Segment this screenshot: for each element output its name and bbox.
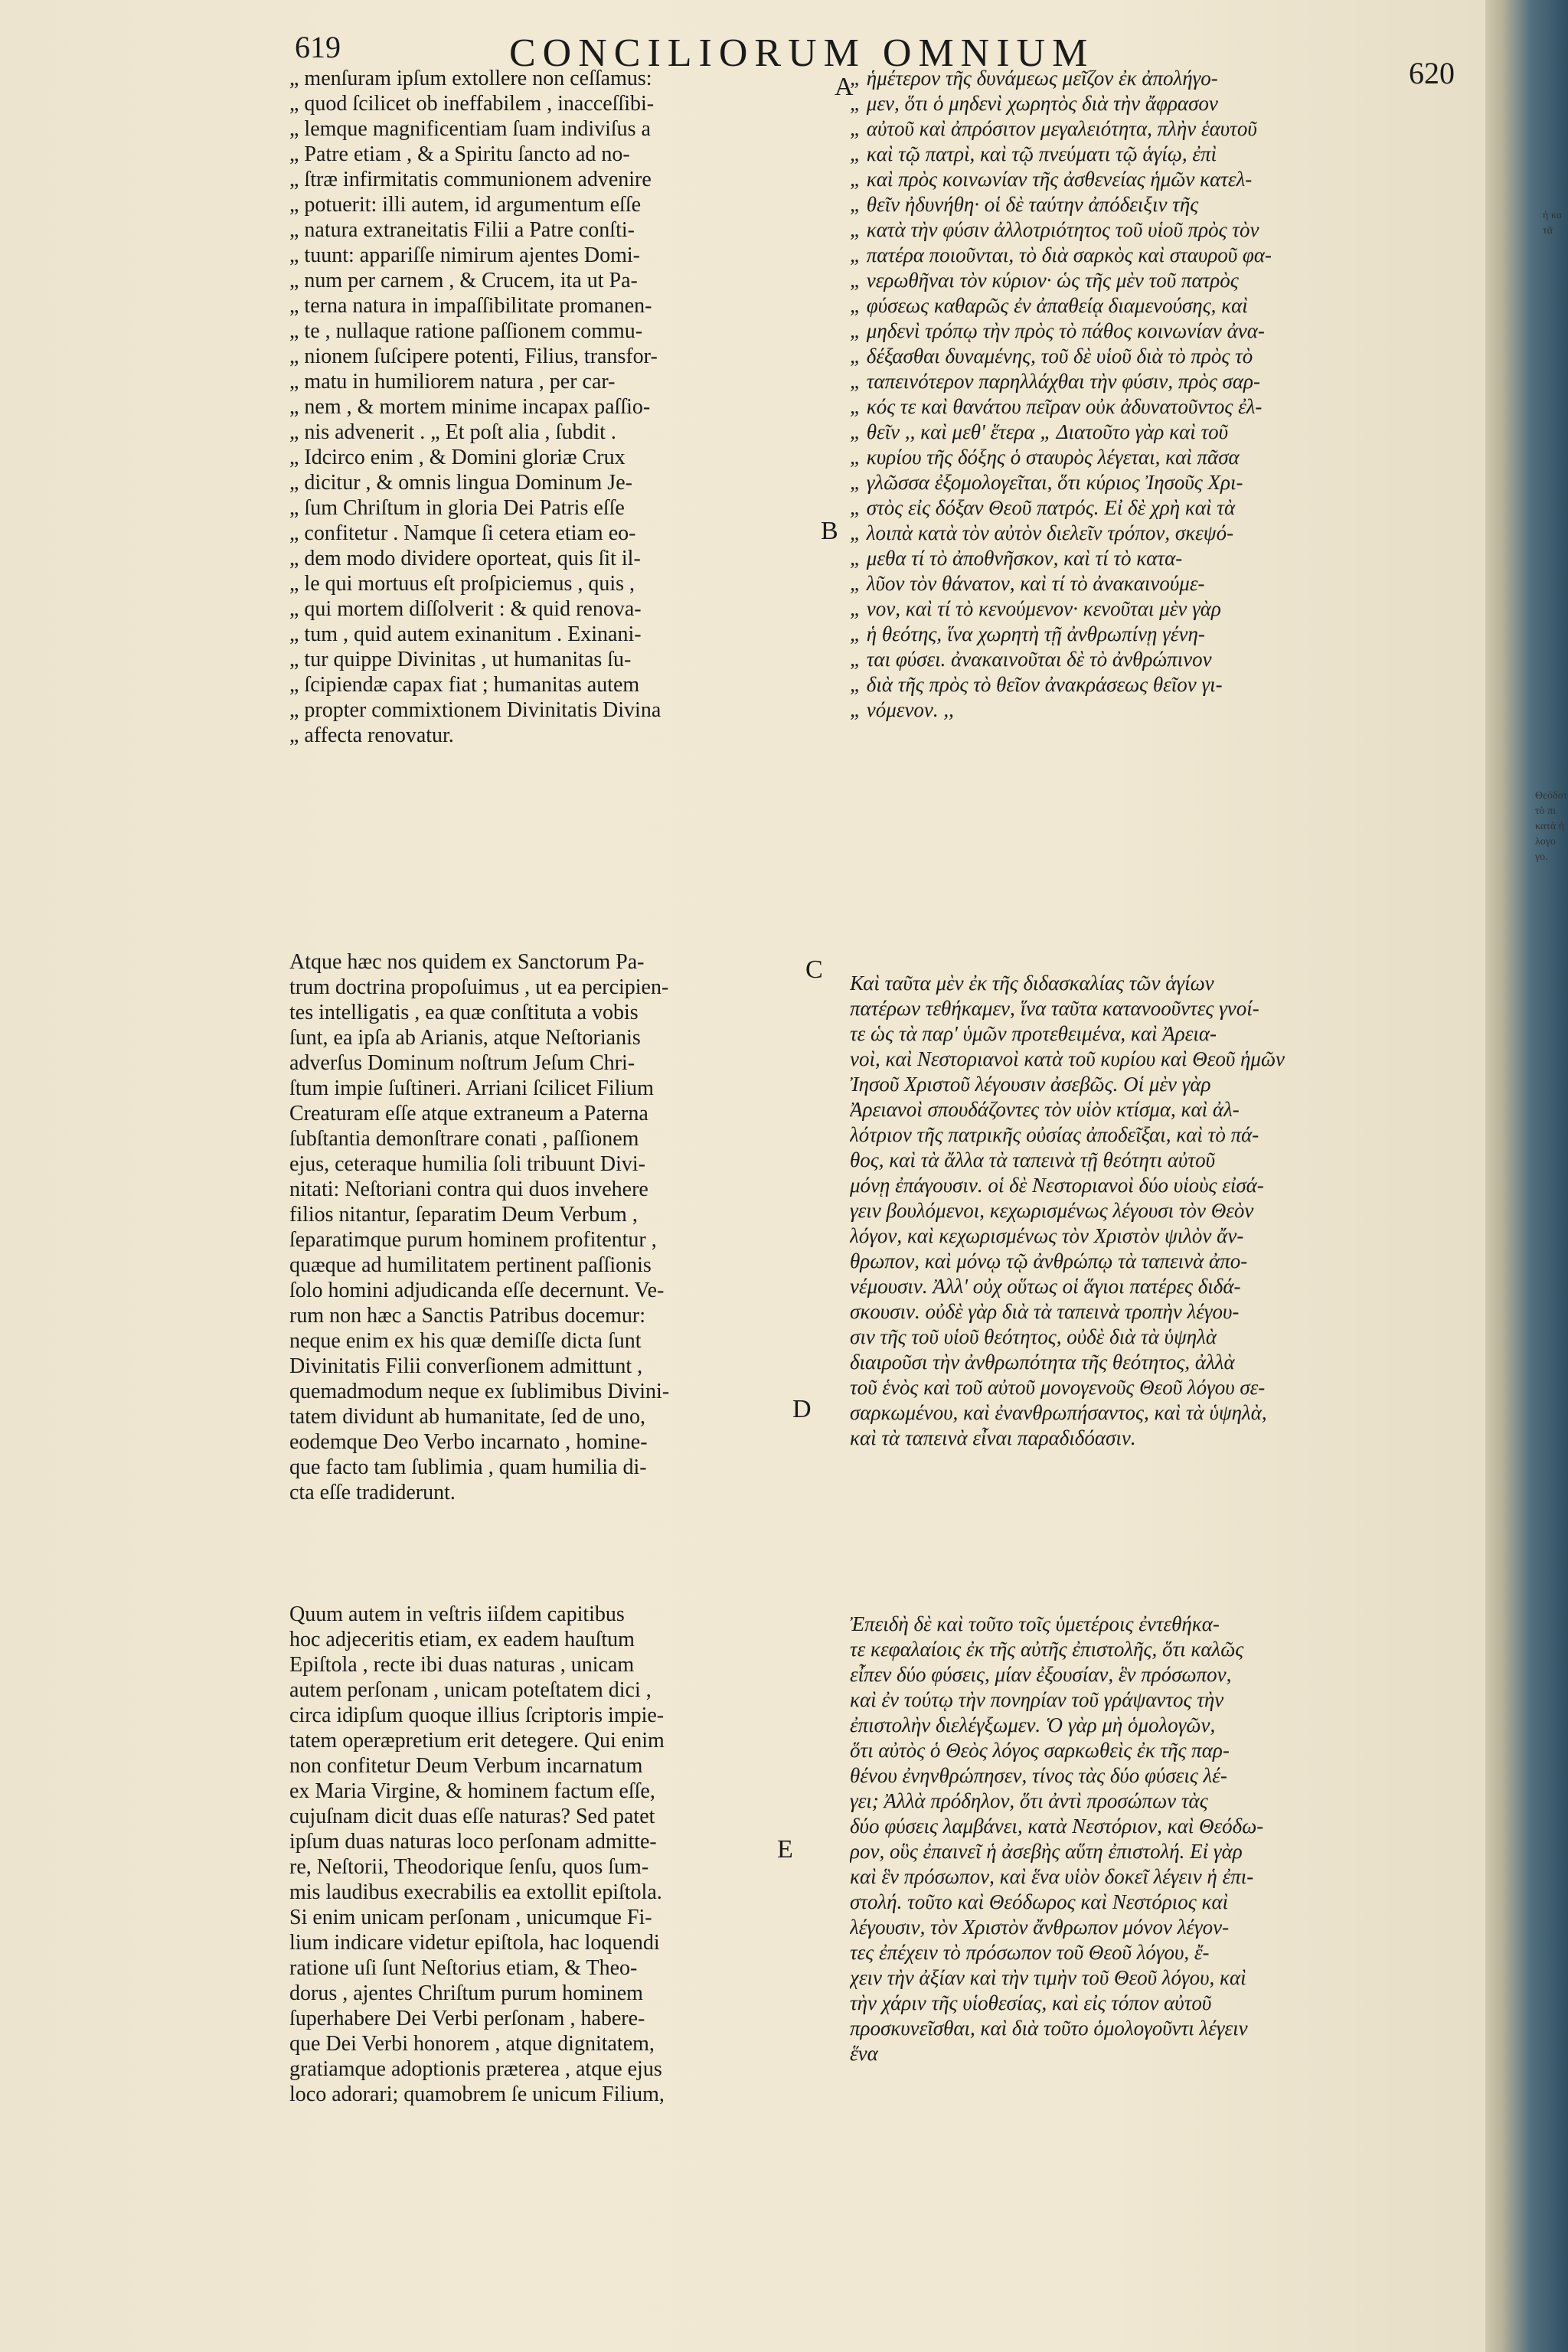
book-edge <box>1485 0 1568 2352</box>
text-line: „ κυρίου τῆς δόξης ὁ σταυρὸς λέγεται, καὶ πᾶσα <box>850 446 1240 469</box>
text-line: „ δέξασθαι δυναμένης, τοῦ δὲ υἱοῦ διὰ τὸ πρὸς τὸ <box>850 345 1253 368</box>
text-line: „ qui mortem diſſolverit : & quid renova- <box>289 597 642 621</box>
text-line: „ dem modo dividere oporteat, quis ſit il- <box>289 547 641 570</box>
text-line: λόγον, καὶ κεχωρισμένως τὸν Χριστὸν ψιλὸν ἄν- <box>850 1224 1244 1247</box>
text-line: „ propter commixtionem Divinitatis Divina <box>289 698 662 722</box>
text-line: hoc adjeceritis etiam, ex eadem hauſtum <box>289 1628 635 1651</box>
text-line: „ ſcipiendæ capax fiat ; humanitas autem <box>289 673 640 697</box>
text-line: adverſus Dominum noſtrum Jeſum Chri- <box>289 1051 635 1075</box>
text-line: ſeparatimque purum hominem profitentur , <box>289 1228 657 1252</box>
section-marker-c: C <box>805 956 823 984</box>
text-line: rum non hæc a Sanctis Patribus docemur: <box>289 1304 646 1328</box>
text-line: Si enim unicam perſonam , unicumque Fi- <box>289 1906 652 1929</box>
text-line: εἶπεν δύο φύσεις, μίαν ἐξουσίαν, ἓν πρόσωπον, <box>850 1663 1232 1686</box>
text-line: tes intelligatis , ea quæ conſtituta a vobis <box>289 1001 639 1024</box>
text-line: tatem operæpretium erit detegere. Qui enim <box>289 1729 665 1753</box>
text-line: καὶ τὰ ταπεινὰ εἶναι παραδιδόασιν. <box>850 1426 1136 1449</box>
latin-column-paragraph-2 <box>289 1602 825 2107</box>
text-line: γειν βουλόμενοι, κεχωρισμένως λέγουσι τὸν Θεὸν <box>850 1199 1254 1222</box>
text-line: Atque hæc nos quidem ex Sanctorum Pa- <box>289 950 645 974</box>
text-line: „ num per carnem , & Crucem, ita ut Pa- <box>289 269 638 292</box>
text-line: ſunt, ea ipſa ab Arianis, atque Neſtorianis <box>289 1026 641 1050</box>
text-line: „ nis advenerit . „ Et poſt alia , ſubdit . <box>289 420 616 444</box>
text-line: re, Neſtorii, Theodorique ſenſu, quos ſum- <box>289 1855 649 1879</box>
text-line: gratiamque adoptionis præterea , atque ejus <box>289 2057 662 2081</box>
text-line: „ Patre etiam , & a Spiritu ſancto ad no- <box>289 142 630 166</box>
text-line: „ quod ſcilicet ob ineffabilem , inacceſſibi- <box>289 92 655 116</box>
text-line: cujuſnam dicit duas eſſe naturas? Sed patet <box>289 1805 655 1828</box>
text-line: „ κατὰ τὴν φύσιν ἀλλοτριότητος τοῦ υἱοῦ πρὸς τὸν <box>850 218 1259 241</box>
text-line: „ terna natura in impaſſibilitate promanen- <box>289 294 652 318</box>
text-line: „ λοιπὰ κατὰ τὸν αὐτὸν διελεῖν τρόπον, σκεψό- <box>850 521 1234 544</box>
text-line: „ μεν, ὅτι ὁ μηδενὶ χωρητὸς διὰ τὴν ἄφρασον <box>850 92 1218 115</box>
text-line: „ ſtræ infirmitatis communionem advenire <box>289 168 652 191</box>
margin-note-upper: ἡ κα τᾶ <box>1543 210 1563 237</box>
text-line: trum doctrina propoſuimus , ut ea percipien- <box>289 975 669 999</box>
margin-note-lower: Θεόδοτ τὸ πι κατὰ ἡ λογο γο. <box>1535 790 1568 863</box>
text-line: „ nionem ſuſcipere potenti, Filius, transfor- <box>289 345 658 368</box>
text-line: „ ſum Chriſtum in gloria Dei Patris eſſe <box>289 496 625 520</box>
text-line: „ γλῶσσα ἐξομολογεῖται, ὅτι κύριος Ἰησοῦς Χρι- <box>850 471 1243 494</box>
text-line: στολή. τοῦτο καὶ Θεόδωρος καὶ Νεστόριος καὶ <box>850 1890 1229 1913</box>
text-line: „ menſuram ipſum extollere non ceſſamus: <box>289 67 652 90</box>
text-line: Ἰησοῦ Χριστοῦ λέγουσιν ἀσεβῶς. Οἱ μὲν γὰρ <box>850 1073 1211 1096</box>
text-line: Ἐπειδὴ δὲ καὶ τοῦτο τοῖς ὑμετέροις ἐντεθήκα- <box>850 1612 1220 1635</box>
text-line: τες ἐπέχειν τὸ πρόσωπον τοῦ Θεοῦ λόγου, ἔ- <box>850 1941 1210 1964</box>
text-line: filios nitantur, ſeparatim Deum Verbum , <box>289 1203 638 1227</box>
latin-column-quotation <box>289 66 825 748</box>
text-line: ſolo homini adjudicanda eſſe decernunt. Ve- <box>289 1279 665 1302</box>
text-line: „ μηδενὶ τρόπῳ τὴν πρὸς τὸ πάθος κοινωνίαν ἀνα- <box>850 319 1265 342</box>
greek-column-quotation <box>850 66 1455 723</box>
text-line: ρον, οὓς ἐπαινεῖ ἡ ἀσεβὴς αὕτη ἐπιστολή. Εἰ γὰρ <box>850 1840 1243 1863</box>
text-line: „ νόμενον. ,, <box>850 698 954 721</box>
text-line: „ affecta renovatur. <box>289 724 454 747</box>
text-line: τὴν χάριν τῆς υἱοθεσίας, καὶ εἰς τόπον αὐτοῦ <box>850 1991 1212 2014</box>
text-line: λότριον τῆς πατρικῆς οὐσίας ἀποδεῖξαι, καὶ τὸ πά- <box>850 1123 1259 1146</box>
text-line: Epiſtola , recte ibi duas naturas , unicam <box>289 1653 635 1677</box>
text-line: „ lemque magnificentiam ſuam indiviſus a <box>289 117 651 141</box>
text-line: „ λῦον τὸν θάνατον, καὶ τί τὸ ἀνακαινούμε- <box>850 572 1205 595</box>
text-line: νοὶ, καὶ Νεστοριανοὶ κατὰ τοῦ κυρίου καὶ Θεοῦ ἡμῶν <box>850 1047 1285 1070</box>
text-line: „ tur quippe Divinitas , ut humanitas ſu- <box>289 648 632 671</box>
text-line: θένου ἐνηνθρώπησεν, τίνος τὰς δύο φύσεις λέ- <box>850 1764 1227 1787</box>
text-line: Ἀρειανοὶ σπουδάζοντες τὸν υἱὸν κτίσμα, καὶ ἀλ- <box>850 1098 1240 1121</box>
text-line: ſuperhabere Dei Verbi perſonam , habere- <box>289 2007 645 2030</box>
greek-column-paragraph-1 <box>850 971 1455 1451</box>
text-line: „ confitetur . Namque ſi cetera etiam eo- <box>289 521 636 545</box>
text-line: „ φύσεως καθαρῶς ἐν ἀπαθείᾳ διαμενούσης, καὶ <box>850 294 1248 317</box>
text-line: Καὶ ταῦτα μὲν ἐκ τῆς διδασκαλίας τῶν ἁγίων <box>850 972 1214 995</box>
text-line: „ Idcirco enim , & Domini gloriæ Crux <box>289 446 626 469</box>
text-line: „ potuerit: illi autem, id argumentum eſſe <box>289 193 642 217</box>
text-line: Creaturam eſſe atque extraneum a Paterna <box>289 1102 648 1125</box>
text-line: ἕνα <box>850 2042 878 2065</box>
text-line: „ κός τε καὶ θανάτου πεῖραν οὐκ ἀδυνατοῦντος ἐλ- <box>850 395 1263 418</box>
text-line: eodemque Deo Verbo incarnato , homine- <box>289 1430 648 1454</box>
text-line: Quum autem in veſtris iiſdem capitibus <box>289 1602 625 1626</box>
text-line: „ nem , & mortem minime incapax paſſio- <box>289 395 651 419</box>
text-line: „ νον, καὶ τί τὸ κενούμενον· κενοῦται μὲν γὰρ <box>850 597 1221 620</box>
text-line: διαιροῦσι τὴν ἀνθρωπότητα τῆς θεότητος, ἀλλὰ <box>850 1351 1235 1374</box>
text-line: „ καὶ τῷ πατρὶ, καὶ τῷ πνεύματι τῷ ἁγίῳ, ἐπὶ <box>850 142 1217 165</box>
text-line: σιν τῆς τοῦ υἱοῦ θεότητος, οὐδὲ διὰ τὰ ὑψηλὰ <box>850 1325 1217 1348</box>
text-line: cta eſſe tradiderunt. <box>289 1481 456 1504</box>
text-line: καὶ ἓν πρόσωπον, καὶ ἕνα υἱὸν δοκεῖ λέγειν ἡ ἐπι- <box>850 1865 1254 1888</box>
text-line: ratione uſi ſunt Neſtorius etiam, & Theo- <box>289 1956 638 1980</box>
text-line: „ ται φύσει. ἀνακαινοῦται δὲ τὸ ἀνθρώπινον <box>850 648 1212 671</box>
text-line: γει; Ἀλλὰ πρόδηλον, ὅτι ἀντὶ προσώπων τὰς <box>850 1789 1208 1812</box>
text-line: „ αὐτοῦ καὶ ἀπρόσιτον μεγαλειότητα, πλὴν ἑαυτοῦ <box>850 117 1257 140</box>
text-line: „ le qui mortuus eſt proſpiciemus , quis , <box>289 572 635 596</box>
section-marker-d: D <box>792 1395 812 1423</box>
text-line: ejus, ceteraque humilia ſoli tribuunt Divi- <box>289 1152 645 1176</box>
section-marker-e: E <box>777 1835 793 1864</box>
text-line: καὶ ἐν τούτῳ τὴν πονηρίαν τοῦ γράψαντος τὴν <box>850 1688 1224 1711</box>
text-line: „ θεῖν ἠδυνήθη· οἱ δὲ ταύτην ἀπόδειξιν τῆς <box>850 193 1199 216</box>
text-line: „ dicitur , & omnis lingua Dominum Je- <box>289 471 632 495</box>
text-line: ἐπιστολὴν διελέγξωμεν. Ὁ γὰρ μὴ ὁμολογῶν, <box>850 1713 1216 1736</box>
text-line: θρωπον, καὶ μόνῳ τῷ ἀνθρώπῳ τὰ ταπεινὰ ἀπο- <box>850 1250 1248 1272</box>
text-line: „ tum , quid autem exinanitum . Exinani- <box>289 622 642 646</box>
text-line: ex Maria Virgine, & hominem factum eſſe, <box>289 1779 655 1803</box>
text-line: „ te , nullaque ratione paſſionem commu- <box>289 319 643 343</box>
text-line: χειν τὴν ἀξίαν καὶ τὴν τιμὴν τοῦ Θεοῦ λόγου, καὶ <box>850 1966 1246 1989</box>
text-line: „ natura extraneitatis Filii a Patre conſti- <box>289 218 635 242</box>
latin-column-paragraph-1 <box>289 949 825 1505</box>
text-line: loco adorari; quamobrem ſe unicum Filium, <box>289 2082 665 2106</box>
text-line: que facto tam ſublimia , quam humilia di- <box>289 1455 647 1479</box>
text-line: circa idipſum quoque illius ſcriptoris impie- <box>289 1704 665 1727</box>
text-line: mis laudibus execrabilis ea extollit epiſtola. <box>289 1880 662 1904</box>
text-line: ſtum impie ſuſtineri. Arriani ſcilicet Filium <box>289 1076 654 1100</box>
text-line: autem perſonam , unicam poteſtatem dici , <box>289 1678 652 1702</box>
text-line: „ νερωθῆναι τὸν κύριον· ὡς τῆς μὲν τοῦ πατρὸς <box>850 269 1239 292</box>
text-line: προσκυνεῖσθαι, καὶ διὰ τοῦτο ὁμολογοῦντι λέγειν <box>850 2017 1248 2040</box>
text-line: λέγουσιν, τὸν Χριστὸν ἄνθρωπον μόνον λέγον- <box>850 1916 1230 1939</box>
text-line: σαρκωμένου, καὶ ἐνανθρωπήσαντος, καὶ τὰ ὑψηλὰ, <box>850 1401 1267 1424</box>
text-line: „ ἡ θεότης, ἵνα χωρητὴ τῇ ἀνθρωπίνῃ γένη- <box>850 622 1205 645</box>
text-line: „ θεῖν ,, καὶ μεθ' ἕτερα „ Διατοῦτο γὰρ καὶ τοῦ <box>850 420 1229 443</box>
text-line: δύο φύσεις λαμβάνει, κατὰ Νεστόριον, καὶ Θεόδω- <box>850 1815 1264 1838</box>
text-line: θος, καὶ τὰ ἄλλα τὰ ταπεινὰ τῇ θεότητι αὐτοῦ <box>850 1148 1215 1171</box>
text-line: „ ταπεινότερον παρηλλάχθαι τὴν φύσιν, πρὸς σαρ- <box>850 370 1260 393</box>
text-line: ſubſtantia demonſtrare conati , paſſionem <box>289 1127 639 1151</box>
text-line: non confitetur Deum Verbum incarnatum <box>289 1754 643 1778</box>
text-line: ὅτι αὐτὸς ὁ Θεὸς λόγος σαρκωθεὶς ἐκ τῆς παρ- <box>850 1739 1230 1762</box>
text-line: „ καὶ πρὸς κοινωνίαν τῆς ἀσθενείας ἡμῶν κατελ- <box>850 168 1253 191</box>
text-line: τε ὡς τὰ παρ' ὑμῶν προτεθειμένα, καὶ Ἀρεια- <box>850 1022 1217 1045</box>
page-number-left: 619 <box>295 30 341 64</box>
section-marker-b: B <box>821 517 838 545</box>
text-line: lium indicare videtur epiſtola, hac loquendi <box>289 1931 660 1955</box>
section-marker-a: A <box>835 73 854 101</box>
text-line: τοῦ ἑνὸς καὶ τοῦ αὐτοῦ μονογενοῦς Θεοῦ λόγου σε- <box>850 1376 1266 1399</box>
text-line: quæque ad humilitatem pertinent paſſionis <box>289 1253 652 1277</box>
text-line: μόνῃ ἐπάγουσιν. οἱ δὲ Νεστοριανοὶ δύο υἱοὺς εἰσά- <box>850 1174 1264 1197</box>
running-title: CONCILIORUM OMNIUM <box>509 31 1095 75</box>
text-line: tatem dividunt ab humanitate, ſed de uno, <box>289 1405 645 1429</box>
text-line: „ tuunt: appariſſe nimirum ajentes Domi- <box>289 243 640 267</box>
text-line: dorus , ajentes Chriſtum purum hominem <box>289 1981 643 2005</box>
text-line: „ ἡμέτερον τῆς δυνάμεως μεῖζον ἐκ ἀπολήγο- <box>850 67 1218 90</box>
text-line: σκουσιν. οὐδὲ γὰρ διὰ τὰ ταπεινὰ τροπὴν λέγου- <box>850 1300 1240 1323</box>
text-line: nitati: Neſtoriani contra qui duos invehere <box>289 1178 648 1201</box>
greek-column-paragraph-2 <box>850 1612 1455 2066</box>
text-line: Divinitatis Filii converſionem admittunt , <box>289 1354 643 1378</box>
text-line: quemadmodum neque ex ſublimibus Divini- <box>289 1380 670 1403</box>
text-line: „ στὸς εἰς δόξαν Θεοῦ πατρός. Εἰ δὲ χρὴ καὶ τὰ <box>850 496 1236 519</box>
text-line: „ matu in humiliorem natura , per car- <box>289 370 616 394</box>
text-line: πατέρων τεθήκαμεν, ἵνα ταῦτα κατανοοῦντες γνοί- <box>850 997 1259 1020</box>
text-line: neque enim ex his quæ demiſſe dicta ſunt <box>289 1329 642 1353</box>
text-line: „ διὰ τῆς πρὸς τὸ θεῖον ἀνακράσεως θεῖον γι- <box>850 673 1223 696</box>
text-line: νέμουσιν. Ἀλλ' οὐχ οὕτως οἱ ἅγιοι πατέρες διδά- <box>850 1275 1241 1298</box>
text-line: „ μεθα τί τὸ ἀποθνῆσκον, καὶ τί τὸ κατα- <box>850 547 1183 570</box>
text-line: que Dei Verbi honorem , atque dignitatem, <box>289 2032 655 2056</box>
text-line: „ πατέρα ποιοῦνται, τὸ διὰ σαρκὸς καὶ σταυροῦ φα- <box>850 243 1272 266</box>
page-number-right: 620 <box>1409 56 1455 90</box>
text-line: ipſum duas naturas loco perſonam admitte- <box>289 1830 657 1854</box>
text-line: τε κεφαλαίοις ἐκ τῆς αὐτῆς ἐπιστολῆς, ὅτι καλῶς <box>850 1638 1244 1661</box>
